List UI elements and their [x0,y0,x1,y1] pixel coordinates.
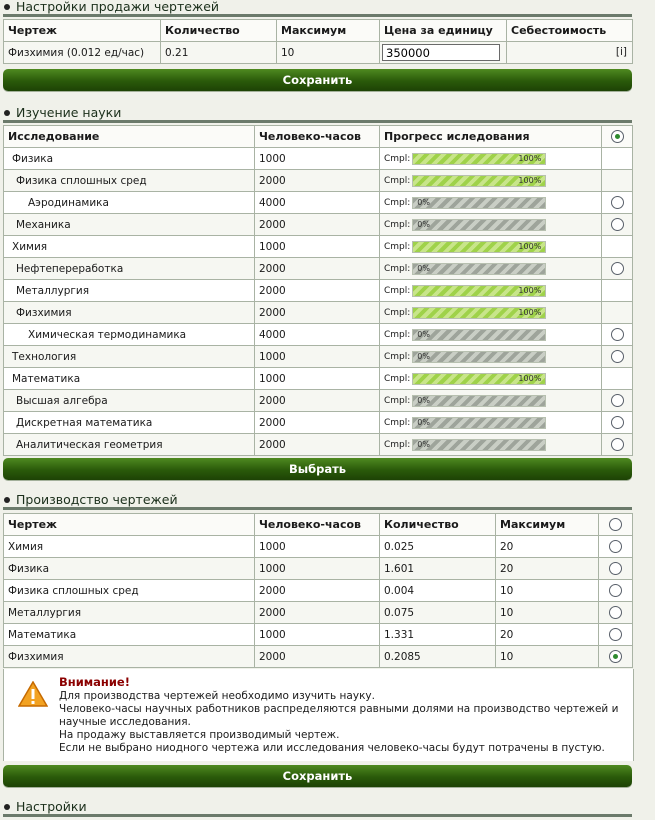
radio-cell [602,346,633,368]
warning-line: Для производства чертежей необходимо изучить науку. [59,690,375,702]
radio-button-none[interactable] [611,130,624,143]
progress-percent: 100% [518,153,542,163]
radio-cell [602,148,633,170]
research-progress [380,280,602,302]
radio-cell [599,536,633,558]
research-progress [380,368,602,390]
research-hours: 1000 [255,236,380,258]
radio-cell [602,236,633,258]
sale-section-title: Настройки продажи чертежей [0,0,632,14]
col-header: Прогресс иследования [380,126,602,148]
progress-percent: 0% [417,417,430,427]
cmpl-label: Cmpl: [384,153,411,164]
progress-bar [412,373,546,385]
radio-button[interactable] [611,196,624,209]
radio-cell [602,368,633,390]
research-hours: 2000 [255,390,380,412]
radio-button[interactable] [611,416,624,429]
blueprint-max: 10 [496,580,599,602]
warning-title: Внимание! [59,675,130,689]
table-row [4,368,633,390]
research-hours: 2000 [255,302,380,324]
progress-bar [412,329,546,341]
cmpl-label: Cmpl: [384,197,411,208]
blueprint-name: Физхимия [4,646,255,668]
research-hours: 2000 [255,170,380,192]
research-hours: 4000 [255,192,380,214]
progress-bar [412,395,546,407]
sale-table [3,19,633,64]
warning-box [3,669,634,761]
research-hours: 1000 [255,346,380,368]
progress-percent: 100% [518,285,542,295]
col-header: Максимум [496,514,599,536]
radio-cell [599,602,633,624]
bullet-icon [4,497,10,503]
blueprint-max: 20 [496,624,599,646]
blueprint-hours: 2000 [255,602,380,624]
blueprint-hours: 1000 [255,624,380,646]
research-name: Аэродинамика [4,192,255,214]
research-progress [380,302,602,324]
bullet-icon [4,110,10,116]
radio-button[interactable] [611,218,624,231]
research-name: Технология [4,346,255,368]
research-progress [380,170,602,192]
section-divider [3,507,632,510]
progress-percent: 0% [417,219,430,229]
blueprint-qty: 1.331 [380,624,496,646]
blueprint-hours: 2000 [255,580,380,602]
research-progress [380,214,602,236]
research-hours: 1000 [255,368,380,390]
research-name: Высшая алгебра [4,390,255,412]
blueprint-qty: 0.004 [380,580,496,602]
blueprint-max: 10 [277,42,380,64]
radio-button[interactable] [609,606,622,619]
warning-icon [18,681,48,707]
progress-percent: 0% [417,395,430,405]
progress-bar [412,219,546,231]
research-name: Математика [4,368,255,390]
blueprint-name: Математика [4,624,255,646]
research-hours: 2000 [255,434,380,456]
table-row [4,412,633,434]
research-name: Химическая термодинамика [4,324,255,346]
radio-button[interactable] [611,394,624,407]
progress-bar [412,175,546,187]
progress-percent: 0% [417,329,430,339]
cmpl-label: Cmpl: [384,373,411,384]
research-progress [380,324,602,346]
col-header: Чертеж [4,20,161,42]
progress-bar [412,351,546,363]
bullet-icon [4,4,10,10]
production-section-title: Производство чертежей [0,493,632,507]
table-row [4,536,633,558]
col-header: Количество [380,514,496,536]
blueprint-name: Металлургия [4,602,255,624]
section-divider [3,120,632,123]
table-row [4,42,633,64]
research-hours: 2000 [255,412,380,434]
research-hours: 4000 [255,324,380,346]
radio-button[interactable] [609,650,622,663]
cmpl-label: Cmpl: [384,263,411,274]
research-hours: 2000 [255,214,380,236]
progress-percent: 100% [518,373,542,383]
cmpl-label: Cmpl: [384,175,411,186]
radio-cell [599,558,633,580]
science-section-title: Изучение науки [0,106,632,120]
section-divider [3,814,632,817]
research-hours: 1000 [255,148,380,170]
radio-button[interactable] [611,262,624,275]
research-name: Химия [4,236,255,258]
table-row [4,602,633,624]
cmpl-label: Cmpl: [384,285,411,296]
blueprint-hours: 1000 [255,536,380,558]
radio-button[interactable] [611,438,624,451]
progress-bar [412,263,546,275]
research-progress [380,412,602,434]
radio-button[interactable] [609,584,622,597]
radio-cell [602,412,633,434]
research-name: Металлургия [4,280,255,302]
radio-cell [602,258,633,280]
progress-percent: 0% [417,263,430,273]
table-row [4,624,633,646]
radio-cell [599,624,633,646]
cmpl-label: Cmpl: [384,241,411,252]
radio-cell [602,302,633,324]
research-progress [380,434,602,456]
cmpl-label: Cmpl: [384,351,411,362]
table-row [4,324,633,346]
table-header-row [4,126,633,148]
radio-cell [602,434,633,456]
radio-cell [599,580,633,602]
radio-button[interactable] [611,350,624,363]
progress-bar [412,241,546,253]
col-header: Человеко-часов [255,514,380,536]
col-header: Максимум [277,20,380,42]
radio-cell [602,280,633,302]
bullet-icon [4,804,10,810]
progress-percent: 100% [518,307,542,317]
warning-line: Если не выбрано ниодного чертежа или исследования человеко-часы будут потрачены в пустую. [59,742,605,754]
cmpl-label: Cmpl: [384,439,411,450]
radio-cell [599,646,633,668]
radio-button[interactable] [609,628,622,641]
save-production-button[interactable]: Сохранить [3,765,632,787]
table-row [4,390,633,412]
research-progress [380,258,602,280]
progress-bar [412,285,546,297]
progress-percent: 0% [417,351,430,361]
blueprint-qty: 0.21 [161,42,277,64]
blueprint-qty: 1.601 [380,558,496,580]
cmpl-label: Cmpl: [384,329,411,340]
warning-text [59,690,619,755]
production-table [3,513,633,668]
table-header-row [4,20,633,42]
research-hours: 2000 [255,258,380,280]
blueprint-qty: 0.075 [380,602,496,624]
radio-cell [602,324,633,346]
research-hours: 2000 [255,280,380,302]
table-row [4,236,633,258]
section-divider [3,14,632,17]
radio-cell [602,390,633,412]
blueprint-max: 10 [496,602,599,624]
science-table [3,125,633,456]
progress-bar [412,153,546,165]
table-row [4,302,633,324]
radio-cell [602,192,633,214]
col-header: Чертеж [4,514,255,536]
research-progress [380,236,602,258]
settings-section-title: Настройки [0,800,632,814]
price-input[interactable] [382,44,500,61]
blueprint-max: 20 [496,558,599,580]
table-row [4,580,633,602]
table-row [4,646,633,668]
table-row [4,280,633,302]
cmpl-label: Cmpl: [384,219,411,230]
research-progress [380,390,602,412]
blueprint-hours: 2000 [255,646,380,668]
warning-line: Человеко-часы научных работников распределяются равными долями на производство чертежей и [59,703,619,715]
blueprint-max: 20 [496,536,599,558]
blueprint-name: Физика сплошных сред [4,580,255,602]
blueprint-max: 10 [496,646,599,668]
save-sale-button[interactable]: Сохранить [3,69,632,91]
warning-line: На продажу выставляется производимый чертеж. [59,729,340,741]
col-header: Себестоимость [507,20,633,42]
progress-bar [412,417,546,429]
table-row [4,434,633,456]
warning-line: научные исследования. [59,716,191,728]
table-row [4,558,633,580]
research-name: Физика сплошных сред [4,170,255,192]
research-name: Физхимия [4,302,255,324]
research-name: Нефтепереработка [4,258,255,280]
table-row [4,258,633,280]
col-header: Количество [161,20,277,42]
table-row [4,192,633,214]
progress-percent: 100% [518,241,542,251]
info-link[interactable]: [i] [615,46,627,58]
table-row [4,346,633,368]
research-name: Механика [4,214,255,236]
cmpl-label: Cmpl: [384,395,411,406]
cmpl-label: Cmpl: [384,417,411,428]
col-header: Человеко-часов [255,126,380,148]
progress-percent: 0% [417,197,430,207]
progress-percent: 0% [417,439,430,449]
blueprint-hours: 1000 [255,558,380,580]
table-row [4,214,633,236]
progress-percent: 100% [518,175,542,185]
research-name: Физика [4,148,255,170]
blueprint-name: Химия [4,536,255,558]
cmpl-label: Cmpl: [384,307,411,318]
blueprint-qty: 0.2085 [380,646,496,668]
blueprint-qty: 0.025 [380,536,496,558]
progress-bar [412,197,546,209]
radio-button-none[interactable] [609,518,622,531]
table-row [4,170,633,192]
radio-button[interactable] [609,562,622,575]
table-row [4,148,633,170]
table-header-row [4,514,633,536]
research-name: Аналитическая геометрия [4,434,255,456]
research-progress [380,346,602,368]
research-progress [380,148,602,170]
select-button[interactable]: Выбрать [3,458,632,480]
progress-bar [412,439,546,451]
research-name: Дискретная математика [4,412,255,434]
blueprint-name: Физика [4,558,255,580]
radio-cell [602,214,633,236]
radio-cell [602,170,633,192]
col-header: Исследование [4,126,255,148]
research-progress [380,192,602,214]
radio-button[interactable] [609,540,622,553]
progress-bar [412,307,546,319]
blueprint-name: Физхимия (0.012 ед/час) [4,42,161,64]
radio-button[interactable] [611,328,624,341]
col-header: Цена за единицу [380,20,507,42]
